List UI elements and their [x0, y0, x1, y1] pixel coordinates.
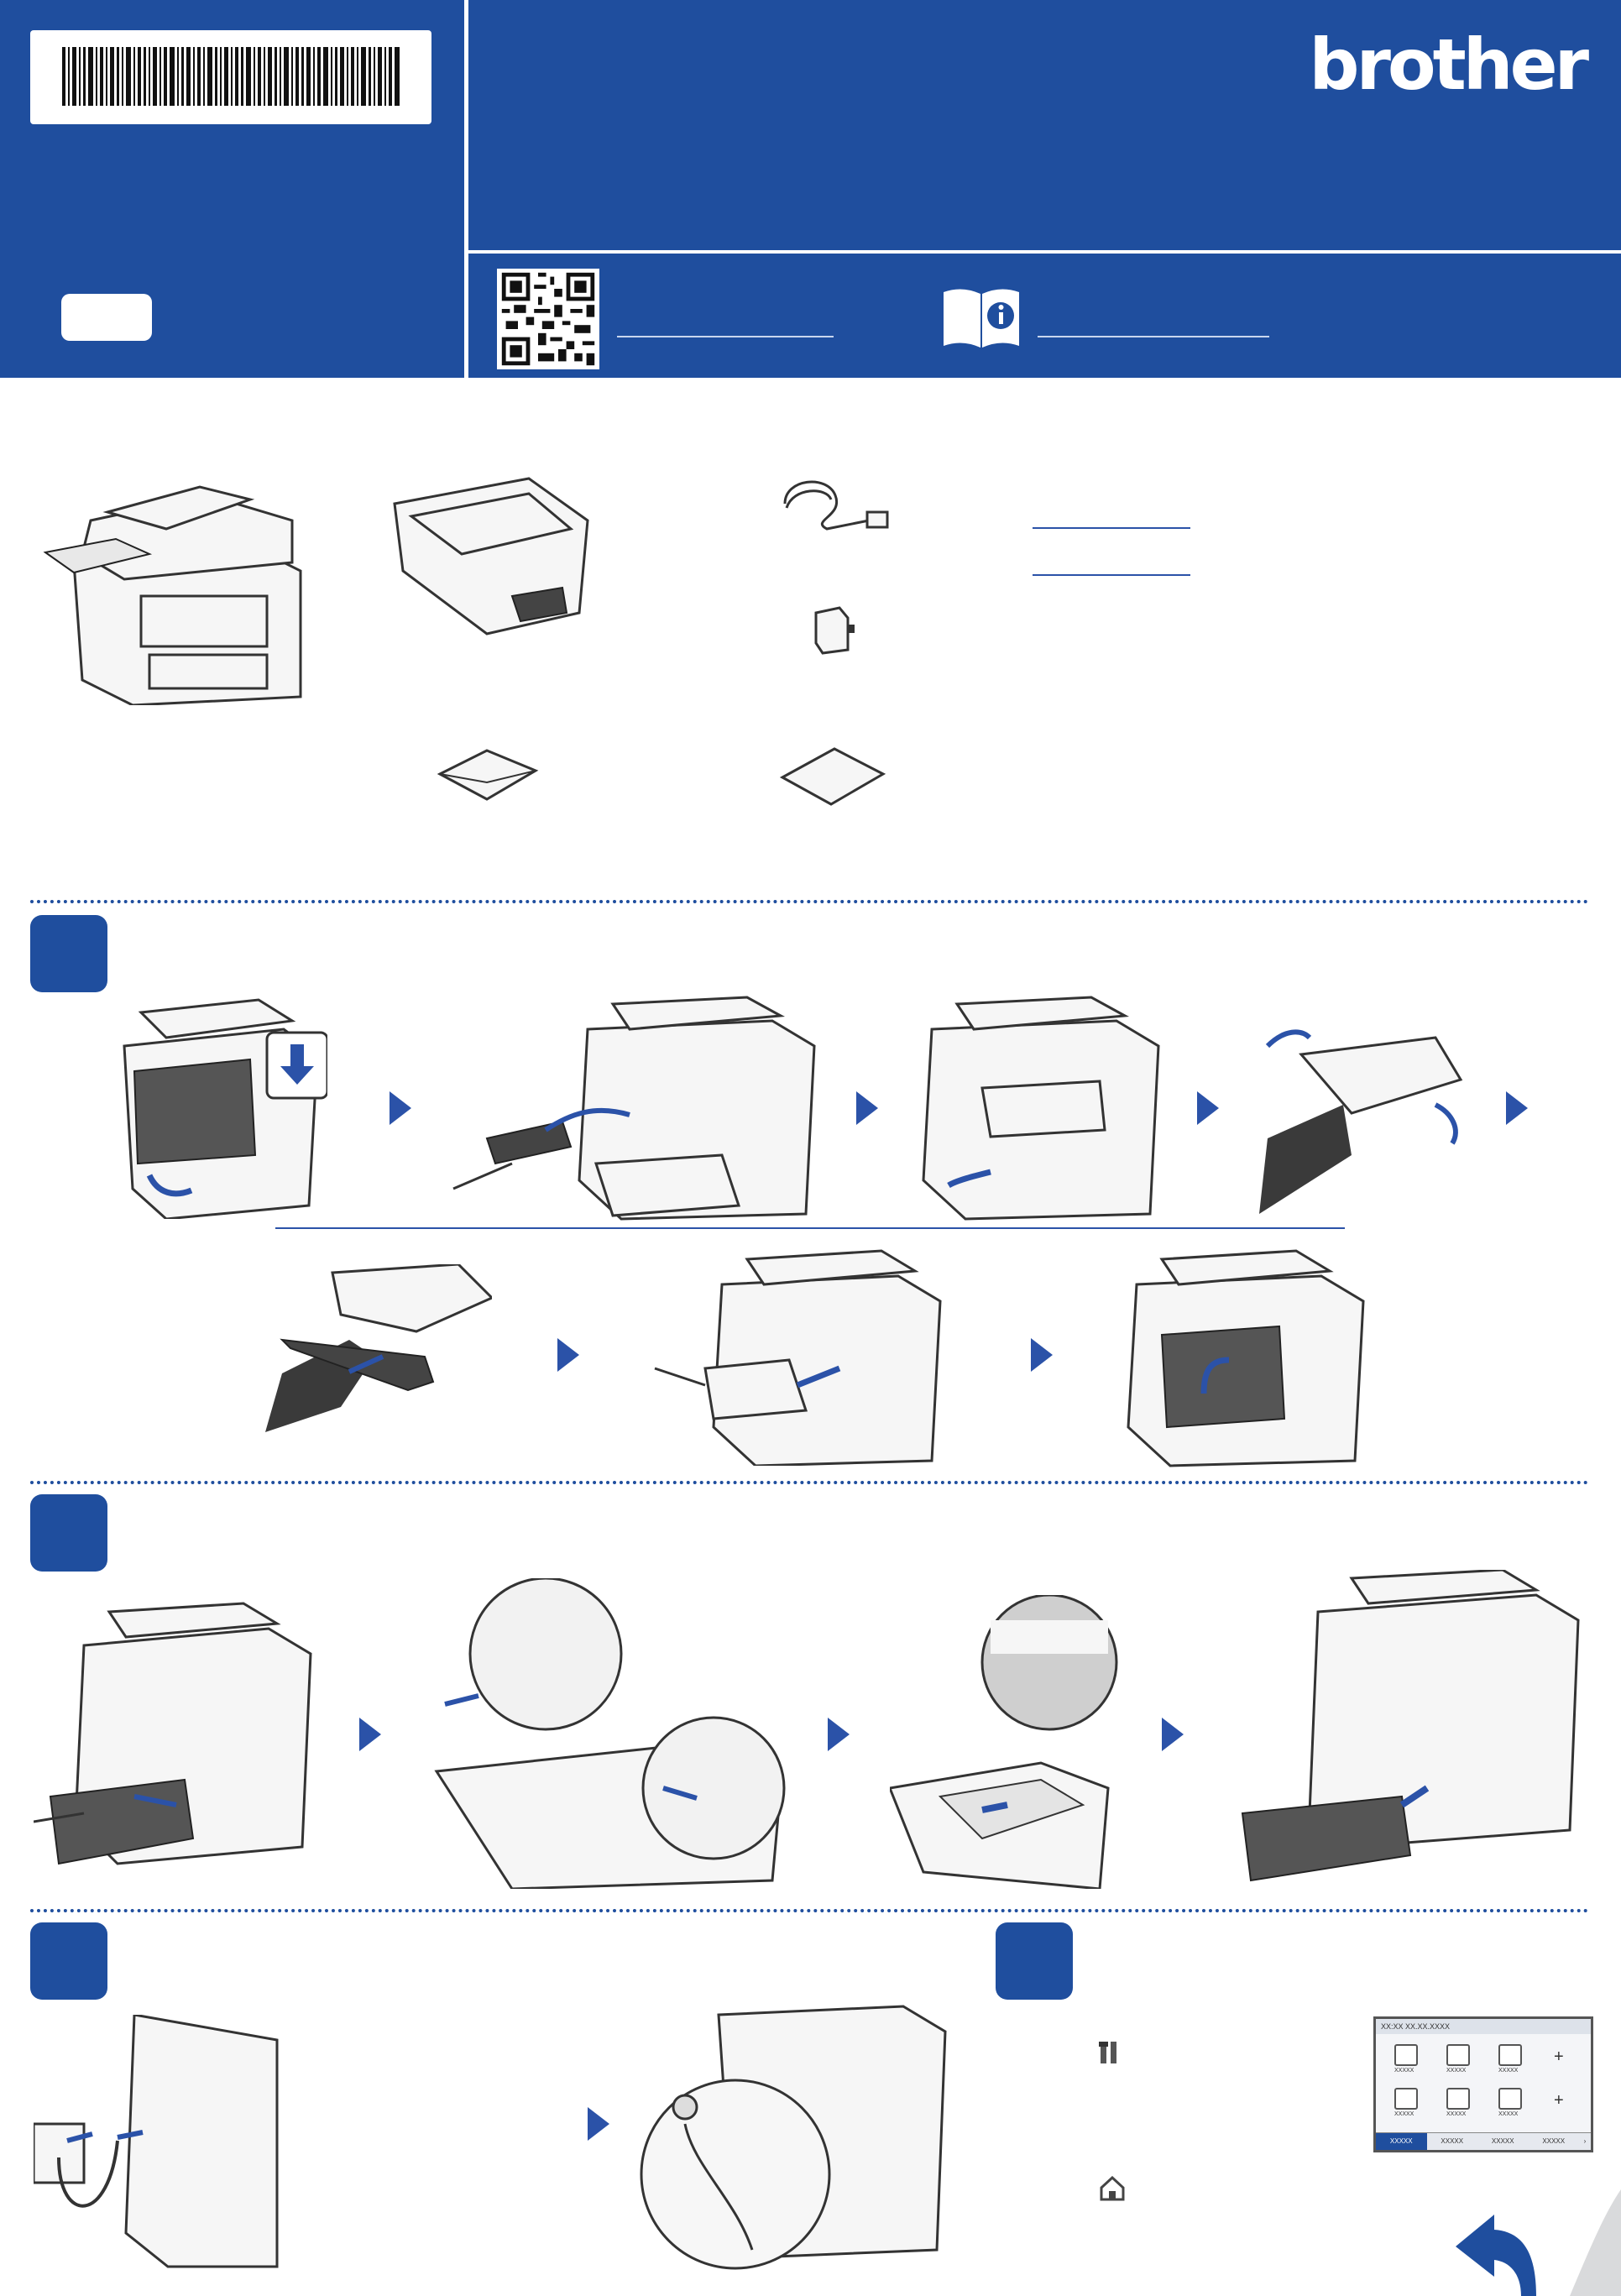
lcd-tab[interactable]: XXXXX [1542, 2137, 1566, 2145]
lcd-add-button[interactable]: + [1554, 2048, 1564, 2066]
step-arrow [359, 1718, 381, 1751]
step-3-badge [30, 1922, 107, 2000]
link-underline-1[interactable] [1033, 527, 1190, 529]
step-arrow [856, 1091, 878, 1125]
lcd-next-arrow[interactable]: › [1583, 2137, 1587, 2145]
step-arrow [588, 2107, 609, 2141]
section-divider [30, 1909, 1589, 1912]
lcd-tile-label: XXXXX [1394, 2068, 1414, 2074]
step-arrow [828, 1718, 850, 1751]
lcd-tile-label: XXXXX [1446, 2111, 1467, 2117]
lcd-tile-label: XXXXX [1394, 2111, 1414, 2117]
info-book-icon [940, 284, 1022, 353]
step-arrow [1197, 1091, 1219, 1125]
lcd-tile-label: XXXXX [1498, 2068, 1519, 2074]
lcd-status-bar: XX:XX XX.XX.XXXX [1376, 2019, 1591, 2034]
info-link-line [1038, 336, 1269, 337]
model-badge [61, 294, 152, 341]
step-arrow [557, 1338, 579, 1372]
section-divider [30, 900, 1589, 903]
quick-setup-guide-illustration [437, 745, 539, 804]
step1-remove-protective-part [257, 1264, 492, 1449]
lcd-tab[interactable]: XXXXX [1491, 2137, 1514, 2145]
lcd-tab[interactable]: XXXXX [1376, 2133, 1427, 2150]
step-1-badge [30, 915, 107, 992]
lcd-tile-icon[interactable] [1498, 2088, 1522, 2110]
lcd-tile-label: XXXXX [1498, 2111, 1519, 2117]
link-underline-2[interactable] [1033, 574, 1190, 576]
step-arrow [1506, 1091, 1528, 1125]
tools-icon [1096, 2040, 1122, 2065]
product-safety-guide-illustration [779, 745, 886, 808]
step1-row-separator [275, 1227, 1345, 1229]
step2-pull-out-tray [34, 1595, 319, 1872]
step-4-badge [996, 1922, 1073, 2000]
lcd-add-button[interactable]: + [1554, 2091, 1564, 2110]
step-2-badge [30, 1494, 107, 1572]
step2-adjust-guides [420, 1578, 789, 1889]
step3-connect-power-cord [34, 2015, 285, 2275]
step1-close-front-cover [1120, 1242, 1372, 1469]
step-arrow [1031, 1338, 1053, 1372]
step2-load-paper [890, 1595, 1133, 1889]
touchscreen-lcd [1373, 2016, 1593, 2152]
drum-toner-illustration [386, 470, 596, 638]
qr-code[interactable] [497, 269, 599, 369]
lcd-tile-icon[interactable] [1446, 2044, 1470, 2066]
section-divider [30, 1481, 1589, 1484]
home-icon [1100, 2176, 1125, 2201]
adapter-illustration [811, 604, 856, 656]
lcd-tab[interactable]: XXXXX [1441, 2137, 1464, 2145]
step-arrow [1162, 1718, 1184, 1751]
lcd-tile-icon[interactable] [1394, 2088, 1418, 2110]
lcd-tab-bar [1376, 2132, 1591, 2150]
barcode [62, 47, 400, 106]
step-arrow [390, 1091, 411, 1125]
step2-push-tray-in [1234, 1570, 1587, 1889]
return-arrow-icon [1444, 2181, 1621, 2296]
brand-logo: brother [1309, 24, 1586, 106]
power-cord-illustration [777, 470, 894, 537]
barcode-label [30, 30, 431, 124]
step1-reinsert-drum [646, 1242, 957, 1466]
step1-remove-bag [445, 996, 823, 1222]
step1-open-front-cover [91, 996, 327, 1219]
lcd-tile-icon[interactable] [1394, 2044, 1418, 2066]
qr-link-line [617, 336, 834, 337]
lcd-tile-icon[interactable] [1498, 2044, 1522, 2066]
lcd-tile-label: XXXXX [1446, 2068, 1467, 2074]
step1-pull-out-drum [915, 996, 1167, 1222]
step1-shake-cartridge [1251, 1029, 1469, 1222]
step3-press-power-button [635, 1998, 954, 2275]
header-divider [468, 250, 1621, 254]
qr-code-graphic [497, 269, 599, 369]
lcd-tile-icon[interactable] [1446, 2088, 1470, 2110]
machine-illustration [40, 462, 309, 705]
